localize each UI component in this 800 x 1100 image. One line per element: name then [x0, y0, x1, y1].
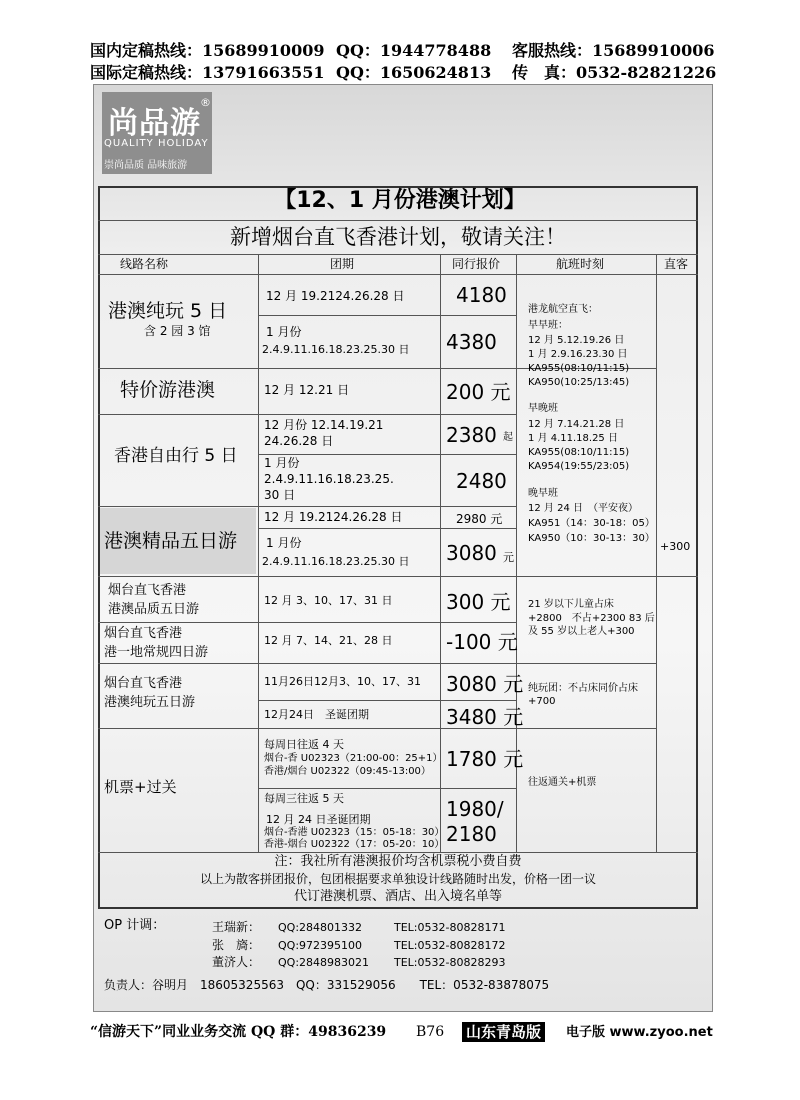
r1-sub: 含 2 园 3 馆	[144, 324, 211, 338]
r8-p2a: 1980/	[446, 797, 504, 821]
r6-name1: 烟台直飞香港	[104, 626, 183, 641]
flight-15: KA950（10：30-13：30）	[528, 533, 655, 544]
logo-slogan: 崇尚品质 品味旅游	[104, 160, 188, 171]
flight-7: 早晚班	[528, 403, 558, 414]
web-address: 电子版 www.zyoo.net	[566, 1025, 713, 1040]
line-r5	[98, 622, 516, 623]
r1-p1: 4180	[456, 283, 507, 307]
child-note-2: +2800 不占+2300 83 后	[528, 613, 655, 624]
line-header	[98, 274, 698, 275]
r5-d1: 12 月 3、10、17、31 日	[264, 594, 393, 607]
note-3: 代订港澳机票、酒店、出入境名单等	[293, 889, 502, 904]
col-route: 线路名称	[120, 257, 169, 271]
r2-name: 特价游港澳	[120, 379, 216, 401]
page-number: B76	[416, 1024, 445, 1040]
child-note-1: 21 岁以下儿童占床	[528, 599, 614, 610]
qq-2: QQ：1650624813	[336, 63, 492, 82]
r7-d1: 11月26日12月3、10、17、31	[264, 675, 421, 688]
r3-d2a: 1 月份	[264, 456, 300, 470]
service-hotline: 客服热线：15689910006	[512, 41, 715, 60]
qq-1: QQ：1944778488	[336, 41, 492, 60]
flight-14: KA951（14：30-18：05）	[528, 518, 655, 529]
r3-d1a: 12 月份 12.14.19.21	[264, 418, 384, 432]
flight-12: 晚早班	[528, 488, 558, 499]
r6-p1: -100 元	[446, 630, 518, 654]
r2-d1: 12 月 12.21 日	[264, 383, 350, 397]
r7-p1: 3080 元	[446, 672, 524, 696]
c1-name: 王瑞新：	[212, 920, 261, 934]
flight-9: 1 月 4.11.18.25 日	[528, 433, 618, 444]
r8-d2d: 香港-烟台 U02322（17：05-20：10）	[264, 839, 445, 850]
line-r2	[98, 414, 516, 415]
c2-name: 张 旖：	[212, 938, 261, 952]
flight-6: KA950(10:25/13:45)	[528, 377, 630, 388]
pure-note-1: 纯玩团：不占床同价占床	[528, 683, 638, 694]
r1-d1: 12 月 19.2124.26.28 日	[266, 289, 405, 303]
logo-english: QUALITY HOLIDAY	[104, 138, 209, 149]
intl-hotline: 国际定稿热线：13791663551	[90, 63, 325, 82]
fax: 传 真：0532-82821226	[512, 63, 717, 82]
r3-name: 香港自由行 5 日	[114, 446, 238, 466]
line-r3-mid	[258, 454, 516, 455]
r8-d2b: 12 月 24 日圣诞团期	[266, 813, 371, 826]
vline-1	[258, 254, 259, 852]
c1-tel: TEL:0532-80828171	[394, 921, 506, 934]
pure-note-2: +700	[528, 696, 556, 707]
r5-p1: 300 元	[446, 590, 511, 614]
r8-p1: 1780 元	[446, 747, 524, 771]
r4-d1: 12 月 19.2124.26.28 日	[264, 510, 403, 524]
r7-name1: 烟台直飞香港	[104, 676, 183, 691]
line-r6	[98, 663, 656, 664]
r4-p2-suffix: 元	[503, 551, 514, 564]
line-r1-mid	[258, 315, 516, 316]
qq-group: “信游天下”同业业务交流 QQ 群：49836239	[90, 1024, 387, 1040]
op-label: OP 计调：	[104, 918, 166, 933]
r4-name: 港澳精品五日游	[104, 530, 238, 552]
r4-p2: 3080	[446, 541, 497, 565]
r8-p2b: 2180	[446, 822, 497, 846]
line-r8	[98, 852, 698, 853]
r2-p1: 200 元	[446, 380, 511, 404]
vline-4	[656, 254, 657, 852]
r1-p2: 4380	[446, 330, 497, 354]
col-flights: 航班时刻	[556, 257, 605, 271]
r7-d2: 12月24日 圣诞团期	[264, 708, 369, 721]
flight-8: 12 月 7.14.21.28 日	[528, 419, 625, 430]
flight-5: KA955(08:10/11:15)	[528, 363, 630, 374]
flight-11: KA954(19:55/23:05)	[528, 461, 630, 472]
direct-price: +300	[660, 540, 691, 553]
r8-d2a: 每周三往返 5 天	[264, 792, 344, 805]
col-direct: 直客	[664, 257, 689, 271]
c3-name: 董济人：	[212, 955, 261, 969]
r1-d2a: 1 月份	[266, 325, 302, 339]
edition-badge: 山东青岛版	[462, 1022, 545, 1042]
table-title: 【12、1 月份港澳计划】	[274, 188, 526, 213]
line-r7-mid	[258, 700, 516, 701]
r4-d2a: 1 月份	[266, 536, 302, 550]
r1-d2b: 2.4.9.11.16.18.23.25.30 日	[262, 343, 410, 356]
c2-tel: TEL:0532-80828172	[394, 939, 506, 952]
r3-p1: 2380	[446, 423, 497, 447]
r6-d1: 12 月 7、14、21、28 日	[264, 634, 393, 647]
logo-reg-mark: ®	[200, 96, 211, 109]
r7-name2: 港澳纯玩五日游	[104, 695, 196, 710]
col-price: 同行报价	[452, 257, 501, 271]
manager: 负责人：谷明月 18605325563 QQ：331529056 TEL：0532-83878075	[104, 978, 550, 992]
flight-4: 1 月 2.9.16.23.30 日	[528, 349, 628, 360]
r8-name: 机票+过关	[104, 778, 177, 796]
r4-p1: 2980 元	[456, 512, 503, 526]
r8-d1a: 每周日往返 4 天	[264, 738, 344, 751]
domestic-hotline: 国内定稿热线：15689910009	[90, 41, 325, 60]
r3-p1-suffix: 起	[503, 432, 513, 443]
r7-p2: 3480 元	[446, 705, 524, 729]
flight-13: 12 月 24 日 （平安夜）	[528, 503, 638, 514]
r3-p2: 2480	[456, 469, 507, 493]
logo-name: 尚品游	[108, 106, 201, 141]
line-r4	[98, 576, 698, 577]
r5-name1: 烟台直飞香港	[108, 583, 187, 598]
note-2: 以上为散客拼团报价，包团根据要求单独设计线路随时出发，价格一团一议	[199, 872, 596, 886]
c3-qq: QQ:2848983021	[278, 956, 370, 969]
r8-d2c: 烟台-香港 U02323（15：05-18：30）	[264, 827, 445, 838]
r5-name2: 港澳品质五日游	[108, 602, 200, 617]
line-subtitle	[98, 254, 698, 255]
line-r4-mid	[258, 528, 516, 529]
line-r3	[98, 506, 516, 507]
flight-10: KA955(08:10/11:15)	[528, 447, 630, 458]
r8-d1b: 烟台-香 U02323（21:00-00：25+1）	[264, 753, 443, 764]
flight-2: 早早班：	[528, 320, 568, 331]
flight-3: 12 月 5.12.19.26 日	[528, 335, 625, 346]
c1-qq: QQ:284801332	[278, 921, 363, 934]
note-1: 注：我社所有港澳报价均含机票税小费自费	[274, 854, 522, 869]
col-dates: 团期	[330, 257, 355, 271]
c2-qq: QQ:972395100	[278, 939, 363, 952]
r3-d1b: 24.26.28 日	[264, 434, 334, 448]
table-subtitle: 新增烟台直飞香港计划，敬请关注！	[230, 225, 566, 249]
r6-name2: 港一地常规四日游	[104, 645, 209, 660]
child-note-3: 及 55 岁以上老人+300	[528, 626, 635, 637]
airpass-note: 往返通关+机票	[528, 777, 597, 788]
r8-d1c: 香港/烟台 U02322（09:45-13:00）	[264, 766, 431, 777]
line-r7	[98, 728, 656, 729]
flight-1: 港龙航空直飞：	[528, 304, 598, 315]
r3-d2b: 2.4.9.11.16.18.23.25.	[264, 472, 394, 486]
c3-tel: TEL:0532-80828293	[394, 956, 506, 969]
r4-d2b: 2.4.9.11.16.18.23.25.30 日	[262, 555, 410, 568]
r1-name: 港澳纯玩 5 日	[108, 300, 228, 322]
line-title	[98, 220, 698, 221]
line-r8-mid	[258, 788, 516, 789]
r3-d2c: 30 日	[264, 488, 296, 502]
